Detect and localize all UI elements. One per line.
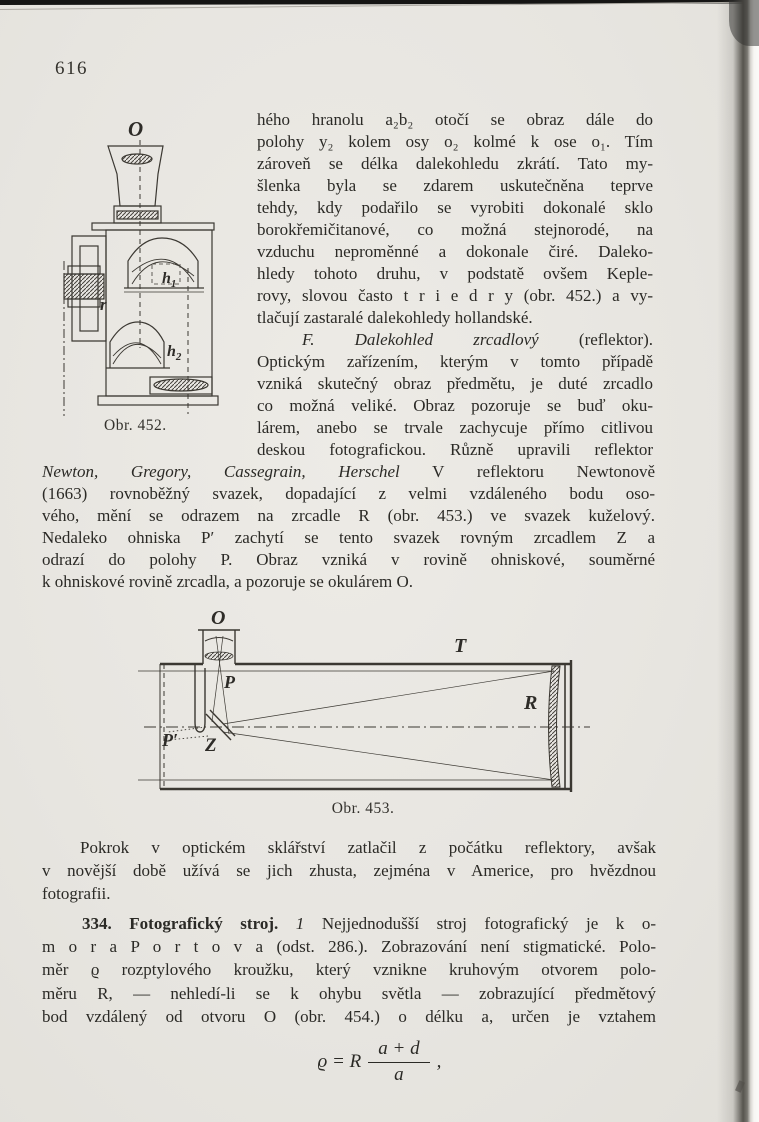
label-o-eyepiece: O bbox=[211, 610, 226, 629]
formula-denominator: a bbox=[394, 1063, 404, 1085]
formula-comma: , bbox=[436, 1050, 442, 1072]
section-334-case-number: 1 bbox=[278, 914, 322, 933]
section-334-lines bbox=[42, 935, 656, 1028]
formula-fraction bbox=[368, 1038, 429, 1086]
formula-numerator: a + d bbox=[368, 1038, 429, 1063]
figure-452-caption: Obr. 452. bbox=[104, 417, 167, 434]
text-line: Optickým zařízením, kterým v tomto případě bbox=[257, 352, 653, 371]
paragraph-pokrok bbox=[42, 836, 656, 905]
primary-mirror bbox=[549, 666, 561, 787]
text-line: fotografii. bbox=[42, 884, 111, 903]
section-334 bbox=[42, 912, 656, 1028]
eyepiece-baffle bbox=[195, 664, 205, 732]
prism-housing bbox=[106, 230, 212, 396]
text-line: tehdy, kdy podařilo se vyrobiti dokonalé sklo bbox=[257, 198, 653, 217]
text-line: měr ϱ rozptylového kroužku, který vznikne kruhovým otvorem polo- bbox=[42, 960, 656, 980]
focus-wheel-rim-bottom bbox=[68, 299, 100, 307]
label-z-flat-mirror: Z bbox=[205, 735, 217, 756]
text-line: co možná veliké. Obraz pozoruje se buď oku- bbox=[257, 396, 653, 415]
heading-roman: (reflektor). bbox=[538, 330, 654, 349]
text-line: hého hranolu a₂b₂ otočí se obraz dále do bbox=[257, 110, 653, 129]
column-paragraph-part-a bbox=[257, 109, 653, 329]
prism-h2-face bbox=[113, 344, 161, 364]
formula-lhs: ϱ = R bbox=[317, 1050, 362, 1072]
text-line: borokřemičitanové, co možná stejnorodé, na bbox=[257, 220, 653, 239]
eyepiece-lens bbox=[122, 154, 152, 164]
label-o-eyepiece: O bbox=[128, 117, 144, 141]
label-t-tube: T bbox=[454, 635, 467, 657]
full-paragraph-lines bbox=[42, 483, 655, 593]
text-line: měru R, — nehledí-li se k ohybu světla — zobrazující předmětový bbox=[42, 983, 656, 1003]
text-line: vzniká skutečný obraz předmětu, je duté zrcadlo bbox=[257, 374, 653, 393]
reflector-heading-line bbox=[257, 329, 653, 351]
focus-wheel-rim-top bbox=[68, 266, 100, 274]
heading-italic: F. Dalekohled zrcadlový bbox=[302, 330, 539, 349]
text-line: vého, mění se odrazem na zrcadle R (obr. 453.) ve svazek kuželový. bbox=[42, 506, 655, 525]
figure-452-drawing bbox=[50, 116, 255, 416]
section-334-first-line-rest: Nejjednodušší stroj fotografický je k o- bbox=[321, 914, 657, 933]
bottom-flange bbox=[98, 396, 218, 405]
text-line: Nedaleko ohniska P′ zachytí se tento svazek rovným zrcadlem Z a bbox=[42, 528, 655, 547]
text-line: hledy tohoto druhu, v podstatě ovšem Keple- bbox=[257, 264, 653, 283]
text-line: Pokrok v optickém sklářství zatlačil z počátku reflektory, avšak bbox=[80, 838, 656, 857]
inventor-names: Newton, Gregory, Cassegrain, Herschel bbox=[42, 462, 400, 481]
light-rays bbox=[138, 636, 554, 780]
text-line: lárem, anebo se trvale zachycuje přímo citlivou bbox=[257, 418, 653, 437]
text-line: rovy, slovou často t r i e d r y (obr. 452.) a vy- bbox=[257, 286, 653, 305]
text-line: deskou fotografickou. Různě upravili reflektor bbox=[257, 440, 653, 459]
eyepiece-lens-upper bbox=[205, 638, 233, 642]
column-paragraph-part-b bbox=[257, 351, 653, 461]
text-line: šlenka byla se zdarem uskutečněna teprve bbox=[257, 176, 653, 195]
page-edge-shadow bbox=[717, 0, 759, 1122]
text-line: v novější době užívá se jich zhusta, zejména v Americe, pro hvězdnou bbox=[42, 861, 656, 880]
text-line: vzduchu neproměnné a dokonale čiré. Daleko- bbox=[257, 242, 653, 261]
formula-blur-circle bbox=[0, 1038, 759, 1086]
page-number: 616 bbox=[55, 58, 88, 79]
section-334-heading: 334. Fotografický stroj. bbox=[82, 914, 279, 933]
text-line: (1663) rovnoběžný svazek, dopadající z velmi vzdáleného bodu oso- bbox=[42, 484, 655, 503]
label-p-prime-focus: P′ bbox=[162, 730, 179, 750]
column-paragraph bbox=[257, 109, 653, 461]
inventors-line bbox=[42, 461, 655, 483]
figure-453-newton-reflector bbox=[128, 610, 608, 802]
top-plate bbox=[92, 223, 214, 230]
text-line: m o r a P o r t o v a (odst. 286.). Zobrazování není stigmatické. Polo- bbox=[42, 937, 656, 957]
text-line: bod vzdálený od otvoru O (obr. 454.) o délku a, určen je vztahem bbox=[42, 1006, 656, 1026]
text-line: polohy y₂ kolem osy o₂ kolmé k ose o₁. Tím bbox=[257, 132, 653, 151]
focus-wheel bbox=[64, 274, 104, 299]
prism-h2 bbox=[110, 322, 164, 368]
label-r-focus-wheel: r bbox=[100, 295, 107, 314]
full-width-paragraph bbox=[42, 461, 655, 593]
text-line: tlačují zastaralé dalekohledy hollandské. bbox=[257, 308, 533, 327]
inventors-line-rest: V reflektoru Newtonově bbox=[399, 462, 655, 481]
text-line: odrazí do polohy P. Obraz vzniká v rovině ohniskové, souměrné bbox=[42, 550, 655, 569]
text-line: k ohniskové rovině zrcadla, a pozoruje se okulárem O. bbox=[42, 572, 414, 591]
section-334-heading-line bbox=[42, 912, 656, 935]
text-line: zároveň se délka dalekohledu zkrátí. Tato my- bbox=[257, 154, 653, 173]
figure-453-caption: Obr. 453. bbox=[331, 800, 395, 817]
objective-lens bbox=[154, 379, 208, 391]
figure-453-drawing bbox=[128, 610, 608, 802]
label-h1: $h_1$ bbox=[162, 270, 177, 290]
paragraph-pokrok-lines bbox=[42, 836, 656, 905]
label-p-image: P bbox=[224, 672, 235, 692]
field-lens bbox=[117, 211, 158, 219]
figure-452-prism-binocular bbox=[50, 116, 255, 416]
label-r-mirror: R bbox=[524, 692, 538, 714]
label-h2: $h_2$ bbox=[167, 343, 182, 363]
